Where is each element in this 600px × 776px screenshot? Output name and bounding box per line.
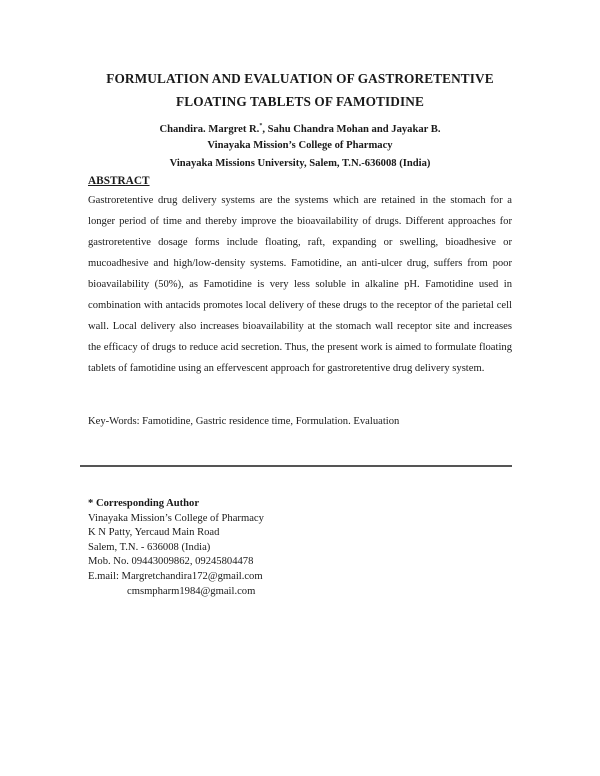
abstract-body: Gastroretentive drug delivery systems are the systems which are retained in the stomach for a longer period of time and thereby improve the bioavailability of drugs. Different approaches for gastroretentive dosage forms include floating, raft, expanding or swelling, bioadhesive or mucoadhesive and high/low-density systems. Famotidine, an anti-ulcer drug, suffers from poor bioavailability (50%), as Famotidine is very less soluble in alkaline pH. Famotidine used in combination with antacids promotes local delivery of these drugs to the receptor of the parietal cell wall. Local delivery also increases bioavailability at the stomach wall receptor site and increases the efficacy of drugs to reduce acid secretion. Thus, the present work is aimed to formulate floating tablets of famotidine using an effervescent approach for gastroretentive drug delivery system. [88,195,512,374]
corr-phone: Mob. No. 09443009862, 09245804478 [88,556,254,568]
corr-email-2: cmsmpharm1984@gmail.com [127,585,256,597]
author-primary: Chandira. Margret R. [159,124,260,135]
corresponding-heading: * Corresponding Author [88,498,200,509]
affiliation-college: Vinayaka Mission’s College of Pharmacy [207,140,393,151]
corr-email-1: E.mail: Margretchandira172@gmail.com [88,570,263,582]
corr-institution: Vinayaka Mission’s College of Pharmacy [88,512,264,524]
corr-street: K N Patty, Yercaud Main Road [88,527,220,539]
corresponding-author-block [88,497,264,599]
title-line-1: FORMULATION AND EVALUATION OF GASTRORETENTIVE [106,71,494,86]
paper-title [60,67,540,113]
abstract-heading: ABSTRACT [88,175,150,187]
author-others: , Sahu Chandra Mohan and Jayakar B. [262,124,441,135]
title-line-2: FLOATING TABLETS OF FAMOTIDINE [176,94,424,109]
corresponding-mark: * [259,123,263,129]
corr-city: Salem, T.N. - 636008 (India) [88,541,211,553]
footnote-divider [80,465,512,467]
keywords: Key-Words: Famotidine, Gastric residence time, Formulation. Evaluation [88,416,400,427]
affiliation-university: Vinayaka Missions University, Salem, T.N.-636008 (India) [169,158,431,169]
